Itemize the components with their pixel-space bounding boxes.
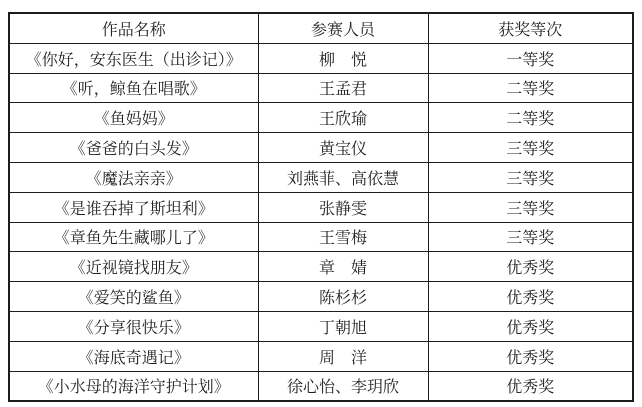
participants-cell: 王欣瑜 [258,103,428,133]
work-name-cell: 《是谁吞掉了斯坦利》 [9,192,258,222]
table-header-row [9,13,633,43]
table-row [9,133,633,163]
header-award-level: 获奖等次 [428,13,633,43]
table-row [9,252,633,282]
work-name-cell: 《鱼妈妈》 [9,103,258,133]
award-level-cell: 优秀奖 [428,341,633,371]
award-level-cell: 优秀奖 [428,311,633,341]
work-name-cell: 《海底奇遇记》 [9,341,258,371]
participants-cell: 王雪梅 [258,222,428,252]
header-work-name: 作品名称 [9,13,258,43]
participants-cell: 丁朝旭 [258,311,428,341]
award-level-cell: 优秀奖 [428,282,633,312]
award-level-cell: 二等奖 [428,73,633,103]
table-row [9,371,633,401]
work-name-cell: 《爱笑的鲨鱼》 [9,282,258,312]
work-name-cell: 《听，鲸鱼在唱歌》 [9,73,258,103]
work-name-cell: 《爸爸的白头发》 [9,133,258,163]
work-name-cell: 《章鱼先生藏哪儿了》 [9,222,258,252]
award-level-cell: 三等奖 [428,133,633,163]
participants-cell: 柳 悦 [258,43,428,73]
participants-cell: 张静雯 [258,192,428,222]
work-name-cell: 《你好，安东医生（出诊记）》 [9,43,258,73]
work-name-cell: 《魔法亲亲》 [9,162,258,192]
participants-cell: 陈杉杉 [258,282,428,312]
award-level-cell: 优秀奖 [428,371,633,401]
award-level-cell: 二等奖 [428,103,633,133]
participants-cell: 王孟君 [258,73,428,103]
participants-cell: 徐心怡、李玥欣 [258,371,428,401]
award-level-cell: 优秀奖 [428,252,633,282]
table-row [9,73,633,103]
work-name-cell: 《近视镜找朋友》 [9,252,258,282]
award-table [8,12,634,402]
table-row [9,192,633,222]
table-row [9,311,633,341]
header-participants: 参赛人员 [258,13,428,43]
table-row [9,282,633,312]
table-body [9,43,633,401]
participants-cell: 章 婧 [258,252,428,282]
participants-cell: 周 洋 [258,341,428,371]
award-level-cell: 三等奖 [428,192,633,222]
table-row [9,341,633,371]
award-level-cell: 三等奖 [428,162,633,192]
table-row [9,222,633,252]
participants-cell: 黄宝仪 [258,133,428,163]
table-row [9,162,633,192]
award-level-cell: 一等奖 [428,43,633,73]
participants-cell: 刘燕菲、高依慧 [258,162,428,192]
work-name-cell: 《小水母的海洋守护计划》 [9,371,258,401]
table-row [9,43,633,73]
work-name-cell: 《分享很快乐》 [9,311,258,341]
table-row [9,103,633,133]
award-level-cell: 三等奖 [428,222,633,252]
